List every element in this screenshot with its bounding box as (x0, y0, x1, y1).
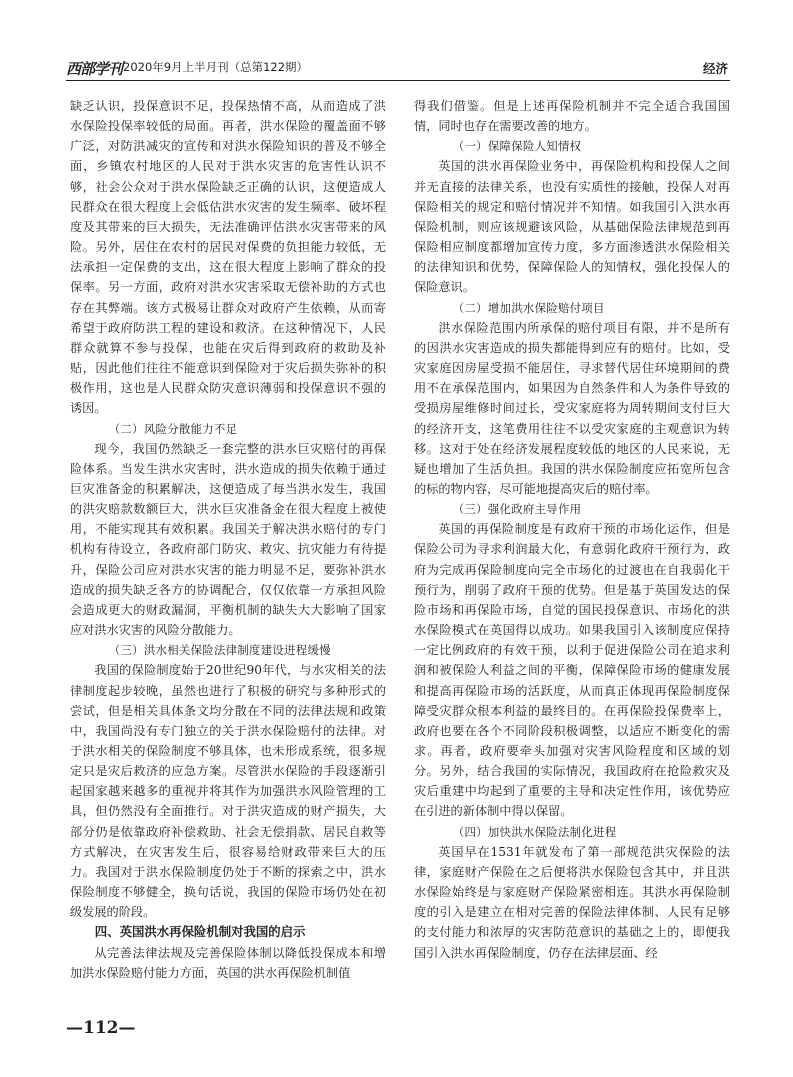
left-subsection-heading: （二）风险分散能力不足 (108, 421, 238, 436)
right-paragraph: 英国的洪水再保险业务中，再保险机构和投保人之间并无直接的法律关系，也没有实质性的接触，投保人对再保险相关的规定和赔付情况并不知情。如我国引入洪水再保险机制，则应该规避该风险，从基础保险法律规范到再保险相应制度都增加宣传力度，多方面渗透洪水保险相关的法律知识和优势，保障保险人的知情权，强化投保人的保险意识。 (414, 159, 730, 295)
left-section-heading: 四、英国洪水再保险机制对我国的启示 (94, 924, 306, 940)
right-subsection-heading: （四）加快洪水保险法制化进程 (452, 824, 617, 839)
journal-name: 西部学刊 (66, 60, 123, 78)
left-paragraph: 从完善法律法规及完善保险体制以降低投保成本和增加洪水保险赔付能力方面，英国的洪水再保险机制值 (70, 945, 386, 980)
right-paragraph: 英国的再保险制度是有政府干预的市场化运作，但是保险公司为寻求利润最大化，有意弱化政府干预行为，政府为完成再保险制度向完全市场化的过渡也在自我弱化干预行为，削弱了政府干预的优势。但是基于英国发达的保险市场和再保险市场，自觉的国民投保意识、市场化的洪水保险模式在英国得以成功。如果我国引入该制度应保持一定比例政府的有效干预，以利于促进保险公司在追求利润和被保险人利益之间的平衡，保障保险市场的健康发展和提高再保险市场的活跃度，从而真正体现再保险制度保障受灾群众根本利益的最终目的。在再保险投保费率上，政府也要在各个不同阶段积极调整，以适应不断变化的需求。再者，政府要牵头加强对灾害风险程度和区域的划分。另外，结合我国的实际情况，我国政府在抢险救灾及灾后重建中均起到了重要的主导和决定性作用，该优势应在引进的新体制中得以保留。 (414, 522, 730, 819)
left-column (70, 96, 386, 983)
right-subsection-heading: （一）保障保险人知情权 (452, 139, 582, 154)
section-label: 经济 (702, 61, 728, 76)
left-paragraph: 现今，我国仍然缺乏一套完整的洪水巨灾赔付的再保险体系。当发生洪水灾害时，洪水造成的损失依赖于通过巨灾准备金的积累解决，这便造成了每当洪水发生，我国的洪灾赔款数额巨大，洪水巨灾准备金在很大程度上被使用，不能实现其有效积累。我国关于解决洪水赔付的专门机构有待设立，各政府部门防灾、救灾、抗灾能力有待提升，保险公司应对洪水灾害的能力明显不足，要弥补洪水造成的损失缺乏各方的协调配合，仅仅依靠一方承担风险会造成更大的财政漏洞，平衡机制的缺失大大影响了国家应对洪水灾害的风险分散能力。 (70, 441, 386, 638)
right-column (414, 96, 730, 963)
right-paragraph: 得我们借鉴。但是上述再保险机制并不完全适合我国国情，同时也存在需要改善的地方。 (414, 99, 730, 134)
header-rule (66, 80, 730, 81)
journal-issue: 2020年9月上半月刊（总第122期） (123, 60, 309, 74)
left-paragraph: 缺乏认识，投保意识不足，投保热情不高，从而造成了洪水保险投保率较低的局面。再者，洪水保险的覆盖面不够广泛，对防洪减灾的宣传和对洪水保险知识的普及不够全面，乡镇农村地区的人民对于洪水灾害的危害性认识不够，社会公众对于洪水保险缺乏正确的认识，这便造成人民群众在很大程度上会低估洪水灾害的发生频率、破坏程度及其带来的巨大损失，无法准确评估洪水灾害带来的风险。另外，居住在农村的居民对保费的负担能力较低，无法承担一定保费的支出，这在很大程度上影响了群众的投保率。另一方面，政府对洪水灾害采取无偿补助的方式也存在其弊端。该方式极易让群众对政府产生依赖，从而寄希望于政府防洪工程的建设和救济。在这种情况下，人民群众就算不参与投保，也能在灾后得到政府的救助及补贴，因此他们往往不能意识到保险对于灾后损失弥补的积极作用，这也是人民群众防灾意识薄弱和投保意识不强的诱因。 (70, 99, 386, 416)
left-paragraph: 我国的保险制度始于20世纪90年代，与水灾相关的法律制度起步较晚，虽然也进行了积极的研究与多种形式的尝试，但是相关具体条文均分散在不同的法律法规和政策中，我国尚没有专门独立的关于洪水保险赔付的法律。对于洪水相关的保险制度不够具体，也未形成系统，很多规定只是灾后救济的应急方案。尽管洪水保险的手段逐渐引起国家越来越多的重视并将其作为加强洪水风险管理的工具，但仍然没有全面推行。对于洪灾造成的财产损失，大部分仍是依靠政府补偿救助、社会无偿捐款、居民自救等方式解决，在灾害发生后，很容易给财政带来巨大的压力。我国对于洪水保险制度仍处于不断的探索之中，洪水保险制度不够健全，换句话说，我国的保险市场仍处在初级发展的阶段。 (70, 663, 386, 920)
right-paragraph: 洪水保险范围内所承保的赔付项目有限，并不是所有的因洪水灾害造成的损失都能得到应有的赔付。比如，受灾家庭因房屋受损不能居住，寻求替代居住环境期间的费用不在承保范围内，如果因为自然条件和人为条件导致的受损房屋维修时间过长，受灾家庭将为周转期间支付巨大的经济开支，这笔费用往往不以受灾家庭的主观意识为转移。这对于处在经济发展程度较低的地区的人民来说，无疑也增加了生活负担。我国的洪水保险制度应拓宽所包含的标的物内容，尽可能地提高灾后的赔付率。 (414, 320, 730, 496)
left-subsection-heading: （三）洪水相关保险法律制度建设进程缓慢 (108, 643, 331, 658)
running-header (66, 56, 730, 80)
right-subsection-heading: （二）增加洪水保险赔付项目 (452, 300, 605, 315)
right-subsection-heading: （三）强化政府主导作用 (452, 502, 582, 517)
page-number: —112— (66, 1018, 136, 1038)
right-paragraph: 英国早在1531年就发布了第一部规范洪灾保险的法律，家庭财产保险在之后便将洪水保险包含其中，并且洪水保险始终是与家庭财产保险紧密相连。其洪水再保险制度的引入是建立在相对完善的保险法律体制、人民有足够的支付能力和浓厚的灾害防范意识的基础之上的，即便我国引入洪水再保险制度，仍存在法律层面、经 (414, 844, 730, 960)
